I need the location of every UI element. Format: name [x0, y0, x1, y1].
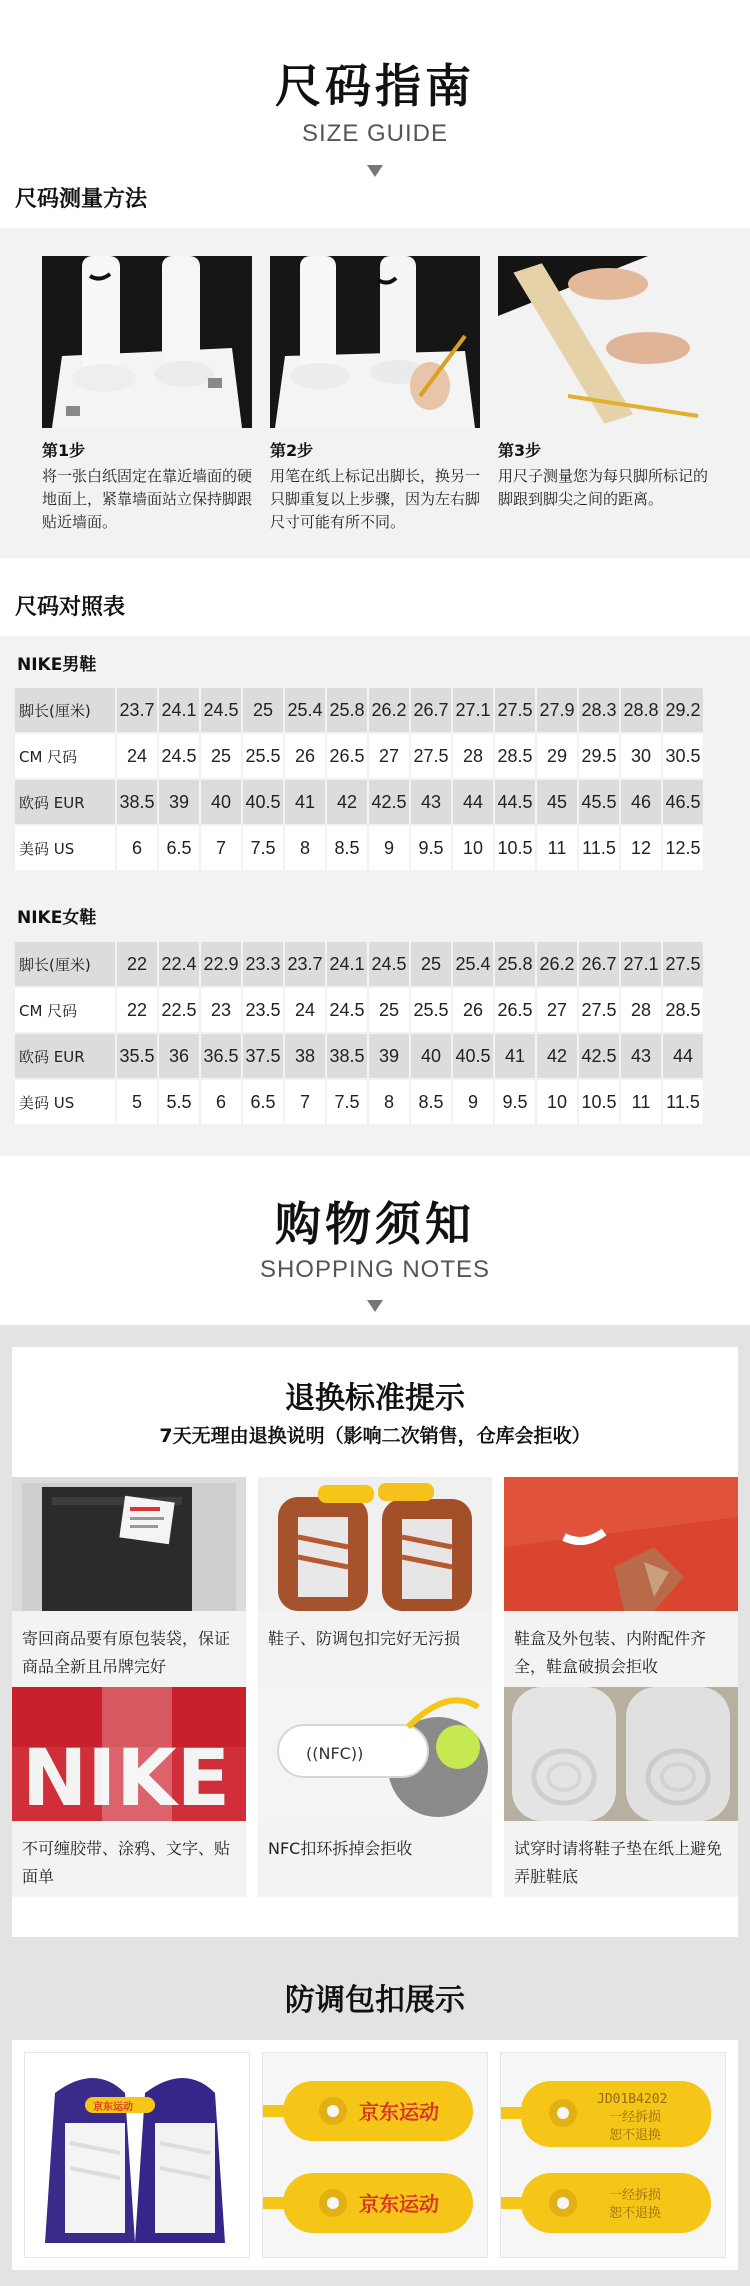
packaging-bag-photo	[12, 1477, 246, 1611]
table-row	[15, 780, 705, 826]
table-cell: 36	[159, 1034, 201, 1080]
tagged-shoe-photo	[24, 2052, 250, 2258]
table-cell: 43	[621, 1034, 663, 1080]
return-rules-subtitle: 7天无理由退换说明（影响二次销售，仓库会拒收）	[159, 1425, 591, 1447]
table-cell: 12	[621, 826, 663, 872]
shoe-tag-photo	[258, 1477, 492, 1611]
damaged-box-photo	[504, 1477, 738, 1611]
tag-note: 恕不退换	[609, 2206, 662, 2221]
table-cell: 23.7	[117, 688, 159, 734]
table-cell: 25	[243, 688, 285, 734]
table-cell: 8	[369, 1080, 411, 1126]
table-cell: 26.7	[579, 942, 621, 988]
table-cell: 10	[453, 826, 495, 872]
table-cell: 24.5	[201, 688, 243, 734]
table-row	[15, 1080, 705, 1126]
return-item-caption: 鞋子、防调包扣完好无污损	[258, 1611, 492, 1687]
table-cell: 26.2	[537, 942, 579, 988]
step-1-title: 第1步	[42, 441, 86, 460]
table-cell: 8.5	[411, 1080, 453, 1126]
step-1-desc: 将一张白纸固定在靠近墙面的硬地面上，紧靠墙面站立保持脚跟贴近墙面。	[42, 467, 253, 531]
table-cell: 22	[117, 942, 159, 988]
table-cell: 11	[537, 826, 579, 872]
table-cell: 26	[453, 988, 495, 1034]
table-cell: 27.9	[537, 688, 579, 734]
table-cell: 41	[285, 780, 327, 826]
return-item-caption: 不可缠胶带、涂鸦、文字、贴面单	[12, 1821, 246, 1897]
table-cell: 26.2	[369, 688, 411, 734]
return-item	[258, 1477, 492, 1687]
table-cell: 26.5	[495, 988, 537, 1034]
table-cell: 28.8	[621, 688, 663, 734]
tag-back-photo	[500, 2052, 726, 2258]
tag-note: 一经拆损	[609, 2188, 662, 2203]
table-row	[15, 942, 705, 988]
row-header: 欧码 EUR	[15, 780, 117, 826]
down-triangle-icon	[367, 1300, 383, 1312]
table-cell: 28	[453, 734, 495, 780]
table-cell: 28.5	[495, 734, 537, 780]
return-item	[504, 1477, 738, 1687]
table-cell: 43	[411, 780, 453, 826]
table-cell: 5	[117, 1080, 159, 1126]
table-cell: 6	[117, 826, 159, 872]
table-cell: 42.5	[369, 780, 411, 826]
taped-box-photo	[12, 1687, 246, 1821]
table-cell: 6.5	[243, 1080, 285, 1126]
table-cell: 22.4	[159, 942, 201, 988]
return-item	[12, 1687, 246, 1897]
table-cell: 12.5	[663, 826, 705, 872]
table-cell: 41	[495, 1034, 537, 1080]
table-cell: 10	[537, 1080, 579, 1126]
table-cell: 5.5	[159, 1080, 201, 1126]
table-cell: 6	[201, 1080, 243, 1126]
table-cell: 9.5	[495, 1080, 537, 1126]
step-2-photo	[270, 256, 480, 428]
table-cell: 42	[327, 780, 369, 826]
table-cell: 7	[285, 1080, 327, 1126]
table-cell: 23.7	[285, 942, 327, 988]
step-2	[270, 256, 480, 534]
table-cell: 22.9	[201, 942, 243, 988]
tag-section-title: 防调包扣展示	[285, 1983, 465, 2018]
step-1	[42, 256, 252, 534]
down-triangle-icon	[367, 165, 383, 177]
table-cell: 23.5	[243, 988, 285, 1034]
table-cell: 39	[159, 780, 201, 826]
return-rules-card	[12, 1347, 738, 1937]
table-row	[15, 734, 705, 780]
table-cell: 7.5	[243, 826, 285, 872]
table-cell: 8.5	[327, 826, 369, 872]
return-item	[12, 1477, 246, 1687]
table-cell: 9	[369, 826, 411, 872]
size-guide-subtitle: SIZE GUIDE	[301, 120, 449, 147]
shopping-notes-title: 购物须知	[275, 1197, 475, 1251]
table-cell: 9.5	[411, 826, 453, 872]
table-cell: 24.5	[159, 734, 201, 780]
table-cell: 22.5	[159, 988, 201, 1034]
table-cell: 28	[621, 988, 663, 1034]
men-table-label: NIKE男鞋	[17, 655, 97, 675]
table-cell: 29.2	[663, 688, 705, 734]
nike-box-logo: NIKE	[22, 1734, 231, 1821]
table-cell: 27.5	[579, 988, 621, 1034]
table-cell: 8	[285, 826, 327, 872]
table-cell: 24.1	[327, 942, 369, 988]
step-2-desc: 用笔在纸上标记出脚长，换另一只脚重复以上步骤，因为左右脚尺寸可能有所不同。	[270, 467, 481, 531]
chart-section-title: 尺码对照表	[15, 595, 126, 620]
tag-label: 京东运动	[359, 2100, 439, 2124]
return-item	[258, 1687, 492, 1897]
table-cell: 44.5	[495, 780, 537, 826]
table-cell: 46	[621, 780, 663, 826]
tag-showcase	[12, 2040, 738, 2270]
measure-section-title: 尺码测量方法	[15, 187, 148, 212]
table-cell: 25.4	[285, 688, 327, 734]
table-cell: 27	[369, 734, 411, 780]
return-item	[504, 1687, 738, 1897]
table-cell: 23	[201, 988, 243, 1034]
table-cell: 27.1	[621, 942, 663, 988]
table-cell: 30	[621, 734, 663, 780]
table-cell: 28.3	[579, 688, 621, 734]
table-cell: 7.5	[327, 1080, 369, 1126]
table-cell: 26.5	[327, 734, 369, 780]
table-cell: 9	[453, 1080, 495, 1126]
table-cell: 38.5	[117, 780, 159, 826]
tag-code: JD01B4202	[597, 2092, 668, 2107]
table-cell: 36.5	[201, 1034, 243, 1080]
table-cell: 35.5	[117, 1034, 159, 1080]
tag-note: 恕不退换	[609, 2128, 662, 2143]
table-cell: 27	[537, 988, 579, 1034]
table-cell: 10.5	[579, 1080, 621, 1126]
table-cell: 25.8	[327, 688, 369, 734]
table-cell: 26.7	[411, 688, 453, 734]
table-cell: 27.5	[495, 688, 537, 734]
tag-front-photo	[262, 2052, 488, 2258]
table-cell: 29	[537, 734, 579, 780]
row-header: 美码 US	[15, 1080, 117, 1126]
table-row	[15, 688, 705, 734]
shoe-sole-photo	[504, 1687, 738, 1821]
shopping-notes-header	[0, 1160, 750, 1325]
table-cell: 38.5	[327, 1034, 369, 1080]
step-3-photo	[498, 256, 708, 428]
tag-label: 京东运动	[359, 2192, 439, 2216]
table-cell: 25.5	[243, 734, 285, 780]
table-cell: 10.5	[495, 826, 537, 872]
return-item-caption: NFC扣环拆掉会拒收	[258, 1821, 492, 1897]
table-cell: 6.5	[159, 826, 201, 872]
return-item-caption: 寄回商品要有原包装袋，保证商品全新且吊牌完好	[12, 1611, 246, 1687]
table-cell: 40.5	[243, 780, 285, 826]
table-cell: 24.5	[327, 988, 369, 1034]
nfc-tag-photo	[258, 1687, 492, 1821]
table-cell: 27.5	[663, 942, 705, 988]
women-table-label: NIKE女鞋	[17, 908, 97, 928]
table-row	[15, 988, 705, 1034]
table-cell: 24.5	[369, 942, 411, 988]
row-header: 脚长(厘米)	[15, 688, 117, 734]
table-cell: 11	[621, 1080, 663, 1126]
table-row	[15, 826, 705, 872]
shoe-tag-label: 京东运动	[93, 2102, 133, 2113]
table-cell: 25	[411, 942, 453, 988]
return-rules-title: 退换标准提示	[285, 1381, 465, 1416]
table-cell: 40	[201, 780, 243, 826]
table-row	[15, 1034, 705, 1080]
return-item-caption: 鞋盒及外包装、内附配件齐全，鞋盒破损会拒收	[504, 1611, 738, 1687]
table-cell: 40.5	[453, 1034, 495, 1080]
table-cell: 24	[117, 734, 159, 780]
row-header: 欧码 EUR	[15, 1034, 117, 1080]
table-cell: 45.5	[579, 780, 621, 826]
table-cell: 25	[369, 988, 411, 1034]
step-3-title: 第3步	[498, 441, 542, 460]
row-header: CM 尺码	[15, 988, 117, 1034]
table-cell: 38	[285, 1034, 327, 1080]
table-cell: 44	[453, 780, 495, 826]
table-cell: 7	[201, 826, 243, 872]
step-1-photo	[42, 256, 252, 428]
size-guide-title: 尺码指南	[275, 59, 475, 113]
table-cell: 42.5	[579, 1034, 621, 1080]
return-item-caption: 试穿时请将鞋子垫在纸上避免弄脏鞋底	[504, 1821, 738, 1897]
row-header: CM 尺码	[15, 734, 117, 780]
table-cell: 25.4	[453, 942, 495, 988]
table-cell: 11.5	[579, 826, 621, 872]
table-cell: 45	[537, 780, 579, 826]
table-cell: 46.5	[663, 780, 705, 826]
table-cell: 25	[201, 734, 243, 780]
table-cell: 27.5	[411, 734, 453, 780]
measure-steps	[0, 228, 750, 558]
women-size-table	[15, 942, 705, 1126]
table-cell: 22	[117, 988, 159, 1034]
shopping-notes-subtitle: SHOPPING NOTES	[259, 1256, 491, 1283]
table-cell: 11.5	[663, 1080, 705, 1126]
table-cell: 26	[285, 734, 327, 780]
table-cell: 23.3	[243, 942, 285, 988]
table-cell: 29.5	[579, 734, 621, 780]
tag-note: 一经拆损	[609, 2110, 662, 2125]
step-3	[498, 256, 708, 511]
row-header: 美码 US	[15, 826, 117, 872]
step-3-desc: 用尺子测量您为每只脚所标记的脚跟到脚尖之间的距离。	[498, 467, 709, 508]
table-cell: 27.1	[453, 688, 495, 734]
step-2-title: 第2步	[270, 441, 314, 460]
table-cell: 24	[285, 988, 327, 1034]
table-cell: 24.1	[159, 688, 201, 734]
table-cell: 42	[537, 1034, 579, 1080]
table-cell: 25.8	[495, 942, 537, 988]
size-guide-header	[0, 0, 750, 190]
men-size-table	[15, 688, 705, 872]
table-cell: 39	[369, 1034, 411, 1080]
table-cell: 40	[411, 1034, 453, 1080]
table-cell: 28.5	[663, 988, 705, 1034]
nfc-label: ((NFC))	[306, 1744, 364, 1763]
table-cell: 25.5	[411, 988, 453, 1034]
row-header: 脚长(厘米)	[15, 942, 117, 988]
table-cell: 30.5	[663, 734, 705, 780]
table-cell: 44	[663, 1034, 705, 1080]
table-cell: 37.5	[243, 1034, 285, 1080]
